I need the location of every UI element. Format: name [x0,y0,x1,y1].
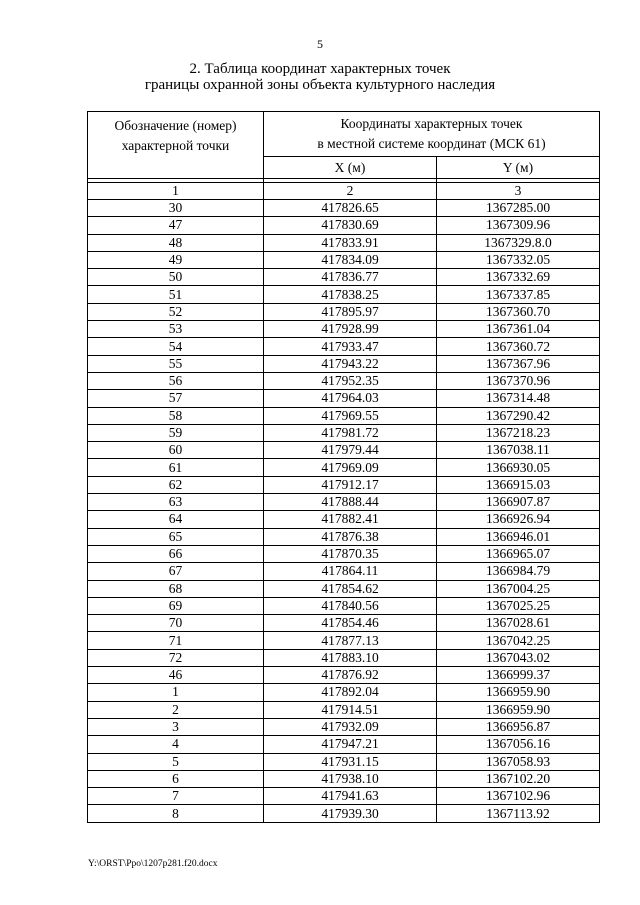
x-coordinate-cell: 417941.63 [264,788,437,805]
y-coordinate-cell: 1367367.96 [437,355,600,372]
point-cell: 2 [88,701,264,718]
table-row [88,217,600,234]
x-coordinate-cell: 417840.56 [264,597,437,614]
point-cell: 55 [88,355,264,372]
x-coordinate-cell: 417864.11 [264,563,437,580]
y-coordinate-cell: 1367056.16 [437,736,600,753]
point-cell: 5 [88,753,264,770]
y-coordinate-cell: 1367332.69 [437,269,600,286]
point-cell: 6 [88,770,264,787]
coordinates-header-line-2: в местной системе координат (МСК 61) [317,136,546,152]
point-cell: 65 [88,528,264,545]
y-coordinate-cell: 1367028.61 [437,615,600,632]
y-coordinate-cell: 1367337.85 [437,286,600,303]
table-row [88,684,600,701]
x-coordinate-cell: 417912.17 [264,476,437,493]
table-row [88,494,600,511]
y-coordinate-cell: 1366915.03 [437,476,600,493]
point-cell: 57 [88,390,264,407]
table-row [88,649,600,666]
point-cell: 59 [88,424,264,441]
y-column-header: Y (м) [437,157,600,179]
coordinates-group-header [264,112,600,157]
point-cell: 51 [88,286,264,303]
table-row [88,269,600,286]
point-cell: 64 [88,511,264,528]
point-cell: 49 [88,251,264,268]
x-coordinate-cell: 417854.46 [264,615,437,632]
point-cell: 52 [88,303,264,320]
point-cell: 63 [88,494,264,511]
y-coordinate-cell: 1366930.05 [437,459,600,476]
x-coordinate-cell: 417854.62 [264,580,437,597]
x-coordinate-cell: 417947.21 [264,736,437,753]
x-coordinate-cell: 417895.97 [264,303,437,320]
table-row [88,632,600,649]
point-cell: 48 [88,234,264,251]
y-coordinate-cell: 1366965.07 [437,545,600,562]
column-index-cell: 1 [88,183,264,200]
table-row [88,407,600,424]
y-coordinate-cell: 1367102.20 [437,770,600,787]
x-coordinate-cell: 417876.92 [264,667,437,684]
y-coordinate-cell: 1367004.25 [437,580,600,597]
point-column-header-line-1: Обозначение (номер) [114,118,237,133]
point-cell: 47 [88,217,264,234]
y-coordinate-cell: 1367314.48 [437,390,600,407]
y-coordinate-cell: 1367025.25 [437,597,600,614]
point-cell: 71 [88,632,264,649]
x-coordinate-cell: 417888.44 [264,494,437,511]
x-coordinate-cell: 417914.51 [264,701,437,718]
point-cell: 54 [88,338,264,355]
page-number: 5 [317,37,323,51]
table-row [88,442,600,459]
column-index-cell: 2 [264,183,437,200]
x-coordinate-cell: 417877.13 [264,632,437,649]
y-coordinate-cell: 1366946.01 [437,528,600,545]
coordinates-header-line-1: Координаты характерных точек [340,116,523,132]
y-coordinate-cell: 1367361.04 [437,321,600,338]
point-cell: 70 [88,615,264,632]
y-coordinate-cell: 1367218.23 [437,424,600,441]
point-cell: 4 [88,736,264,753]
point-cell: 53 [88,321,264,338]
y-coordinate-cell: 1366956.87 [437,718,600,735]
x-coordinate-cell: 417870.35 [264,545,437,562]
y-coordinate-cell: 1367038.11 [437,442,600,459]
table-row [88,580,600,597]
table-row [88,321,600,338]
point-cell: 62 [88,476,264,493]
table-row [88,736,600,753]
table-body [88,179,600,823]
point-cell: 1 [88,684,264,701]
y-coordinate-cell: 1367329.8.0 [437,234,600,251]
table-row [88,753,600,770]
x-coordinate-cell: 417836.77 [264,269,437,286]
y-coordinate-cell: 1367309.96 [437,217,600,234]
y-coordinate-cell: 1367058.93 [437,753,600,770]
file-path-footer: Y:\ORST\Ppo\1207p281.f20.docx [88,859,218,869]
point-cell: 8 [88,805,264,822]
x-coordinate-cell: 417883.10 [264,649,437,666]
point-cell: 7 [88,788,264,805]
table-header [88,112,600,179]
table-row [88,424,600,441]
table-row [88,805,600,822]
y-coordinate-cell: 1367042.25 [437,632,600,649]
y-coordinate-cell: 1367290.42 [437,407,600,424]
point-cell: 58 [88,407,264,424]
table-row [88,615,600,632]
point-cell: 72 [88,649,264,666]
coordinates-table [87,111,600,823]
table-row [88,251,600,268]
table-row [88,770,600,787]
y-coordinate-cell: 1366959.90 [437,684,600,701]
table-row [88,338,600,355]
x-coordinate-cell: 417952.35 [264,372,437,389]
x-coordinate-cell: 417938.10 [264,770,437,787]
y-coordinate-cell: 1366959.90 [437,701,600,718]
y-coordinate-cell: 1366999.37 [437,667,600,684]
table-row [88,476,600,493]
y-coordinate-cell: 1367360.70 [437,303,600,320]
table-row [88,234,600,251]
table-row [88,459,600,476]
y-coordinate-cell: 1367102.96 [437,788,600,805]
point-cell: 56 [88,372,264,389]
point-cell: 30 [88,200,264,217]
table-row [88,200,600,217]
point-column-header [88,112,264,179]
table-row [88,597,600,614]
point-cell: 66 [88,545,264,562]
point-cell: 68 [88,580,264,597]
y-coordinate-cell: 1366984.79 [437,563,600,580]
x-coordinate-cell: 417969.09 [264,459,437,476]
table-row [88,788,600,805]
table-row [88,511,600,528]
y-coordinate-cell: 1366907.87 [437,494,600,511]
x-coordinate-cell: 417833.91 [264,234,437,251]
x-coordinate-cell: 417932.09 [264,718,437,735]
table-row [88,286,600,303]
x-coordinate-cell: 417838.25 [264,286,437,303]
y-coordinate-cell: 1367043.02 [437,649,600,666]
x-coordinate-cell: 417830.69 [264,217,437,234]
table-row [88,528,600,545]
x-coordinate-cell: 417931.15 [264,753,437,770]
table-row [88,563,600,580]
x-coordinate-cell: 417969.55 [264,407,437,424]
y-coordinate-cell: 1366926.94 [437,511,600,528]
table-row [88,701,600,718]
table-title-line-1: 2. Таблица координат характерных точек [189,61,451,77]
column-index-row [88,183,600,200]
point-column-header-line-2: характерной точки [121,138,230,153]
point-cell: 46 [88,667,264,684]
table-row [88,718,600,735]
x-column-header: X (м) [264,157,437,179]
x-coordinate-cell: 417964.03 [264,390,437,407]
x-coordinate-cell: 417834.09 [264,251,437,268]
x-coordinate-cell: 417979.44 [264,442,437,459]
point-cell: 3 [88,718,264,735]
y-coordinate-cell: 1367332.05 [437,251,600,268]
y-coordinate-cell: 1367113.92 [437,805,600,822]
table-row [88,372,600,389]
x-coordinate-cell: 417882.41 [264,511,437,528]
x-coordinate-cell: 417933.47 [264,338,437,355]
table-row [88,355,600,372]
x-coordinate-cell: 417928.99 [264,321,437,338]
column-index-cell: 3 [437,183,600,200]
x-coordinate-cell: 417939.30 [264,805,437,822]
point-cell: 60 [88,442,264,459]
point-cell: 67 [88,563,264,580]
x-coordinate-cell: 417876.38 [264,528,437,545]
point-cell: 69 [88,597,264,614]
table-row [88,545,600,562]
table-row [88,390,600,407]
table-row [88,303,600,320]
x-coordinate-cell: 417981.72 [264,424,437,441]
point-cell: 61 [88,459,264,476]
y-coordinate-cell: 1367360.72 [437,338,600,355]
table-title [0,61,640,93]
table-row [88,667,600,684]
x-coordinate-cell: 417943.22 [264,355,437,372]
x-coordinate-cell: 417826.65 [264,200,437,217]
y-coordinate-cell: 1367285.00 [437,200,600,217]
point-cell: 50 [88,269,264,286]
y-coordinate-cell: 1367370.96 [437,372,600,389]
table-title-line-2: границы охранной зоны объекта культурного наследия [144,77,496,93]
x-coordinate-cell: 417892.04 [264,684,437,701]
